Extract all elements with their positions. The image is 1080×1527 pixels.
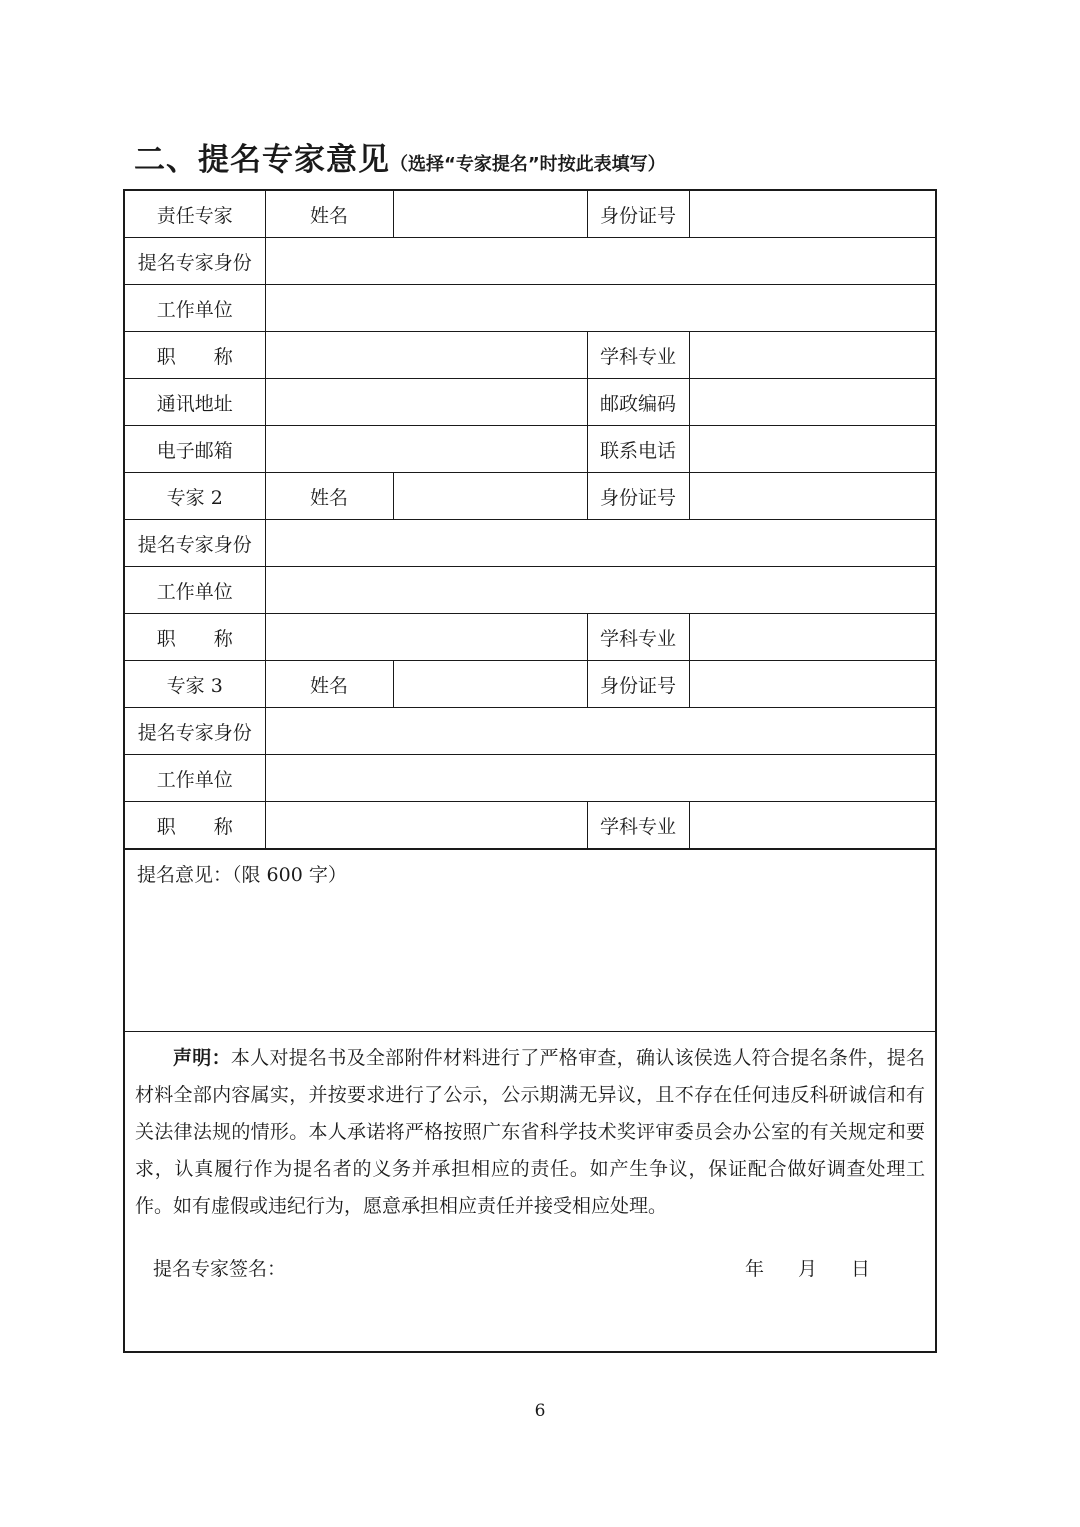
table-row	[125, 238, 935, 285]
nominator-identity-field[interactable]	[265, 238, 935, 285]
table-row	[125, 614, 935, 661]
address-field[interactable]	[265, 379, 587, 426]
date-month-label: 月	[798, 1258, 818, 1280]
id-number-label: 身份证号	[587, 473, 689, 520]
title-rank-label: 职 称	[125, 802, 265, 849]
title-rank-label: 职 称	[125, 614, 265, 661]
expert3-work-unit-field[interactable]	[265, 755, 935, 802]
opinion-label: 提名意见：（限 600 字）	[137, 864, 347, 886]
expert2-name-field[interactable]	[393, 473, 587, 520]
postal-code-label: 邮政编码	[587, 379, 689, 426]
email-field[interactable]	[265, 426, 587, 473]
id-number-label: 身份证号	[587, 661, 689, 708]
expert3-discipline-field[interactable]	[689, 802, 935, 849]
nomination-form	[123, 189, 937, 1353]
table-row	[125, 191, 935, 238]
table-row	[125, 567, 935, 614]
email-label: 电子邮箱	[125, 426, 265, 473]
work-unit-label: 工作单位	[125, 567, 265, 614]
nominator-identity-label: 提名专家身份	[125, 520, 265, 567]
date-year-label: 年	[745, 1258, 765, 1280]
discipline-label: 学科专业	[587, 614, 689, 661]
table-row	[125, 473, 935, 520]
name-field[interactable]	[393, 191, 587, 238]
table-row	[125, 661, 935, 708]
expert3-title-field[interactable]	[265, 802, 587, 849]
table-row	[125, 520, 935, 567]
declaration-label: 声明：	[173, 1047, 231, 1069]
discipline-label: 学科专业	[587, 802, 689, 849]
section-title-main: 二、提名专家意见	[134, 142, 390, 178]
phone-label: 联系电话	[587, 426, 689, 473]
id-number-field[interactable]	[689, 191, 935, 238]
signature-date	[745, 1254, 904, 1281]
expert3-identity-field[interactable]	[265, 708, 935, 755]
declaration-section	[125, 1031, 935, 1351]
opinion-field[interactable]	[125, 849, 935, 1031]
expert3-id-number-field[interactable]	[689, 661, 935, 708]
name-label: 姓名	[265, 473, 393, 520]
declaration-paragraph	[135, 1040, 925, 1225]
work-unit-label: 工作单位	[125, 285, 265, 332]
expert2-label: 专家 2	[125, 473, 265, 520]
table-row	[125, 332, 935, 379]
title-rank-label: 职 称	[125, 332, 265, 379]
table-row	[125, 285, 935, 332]
discipline-field[interactable]	[689, 332, 935, 379]
table-row	[125, 379, 935, 426]
expert2-title-field[interactable]	[265, 614, 587, 661]
table-row	[125, 755, 935, 802]
table-row	[125, 802, 935, 849]
declaration-text: 本人对提名书及全部附件材料进行了严格审查，确认该侯选人符合提名条件，提名材料全部内容属实，并按要求进行了公示，公示期满无异议，且不存在任何违反科研诚信和有关法律法规的情形。本人承诺将严格按照广东省科学技术奖评审委员会办公室的有关规定和要求，认真履行作为提名者的义务并承担相应的责任。如产生争议，保证配合做好调查处理工作。如有虚假或违纪行为，愿意承担相应责任并接受相应处理。	[135, 1047, 925, 1217]
work-unit-field[interactable]	[265, 285, 935, 332]
title-rank-field[interactable]	[265, 332, 587, 379]
nominator-identity-label: 提名专家身份	[125, 708, 265, 755]
expert2-discipline-field[interactable]	[689, 614, 935, 661]
date-day-label: 日	[851, 1258, 871, 1280]
expert-info-table	[125, 191, 935, 849]
postal-code-field[interactable]	[689, 379, 935, 426]
table-row	[125, 426, 935, 473]
name-label: 姓名	[265, 661, 393, 708]
expert3-label: 专家 3	[125, 661, 265, 708]
section-title-note: （选择“专家提名”时按此表填写）	[390, 154, 666, 175]
address-label: 通讯地址	[125, 379, 265, 426]
work-unit-label: 工作单位	[125, 755, 265, 802]
page-number: 6	[534, 1401, 546, 1421]
signature-label: 提名专家签名：	[153, 1258, 287, 1280]
nominator-identity-label: 提名专家身份	[125, 238, 265, 285]
section-title	[134, 134, 666, 179]
table-row	[125, 708, 935, 755]
discipline-label: 学科专业	[587, 332, 689, 379]
phone-field[interactable]	[689, 426, 935, 473]
expert2-id-number-field[interactable]	[689, 473, 935, 520]
name-label: 姓名	[265, 191, 393, 238]
expert3-name-field[interactable]	[393, 661, 587, 708]
responsible-expert-label: 责任专家	[125, 191, 265, 238]
id-number-label: 身份证号	[587, 191, 689, 238]
expert2-work-unit-field[interactable]	[265, 567, 935, 614]
expert2-identity-field[interactable]	[265, 520, 935, 567]
